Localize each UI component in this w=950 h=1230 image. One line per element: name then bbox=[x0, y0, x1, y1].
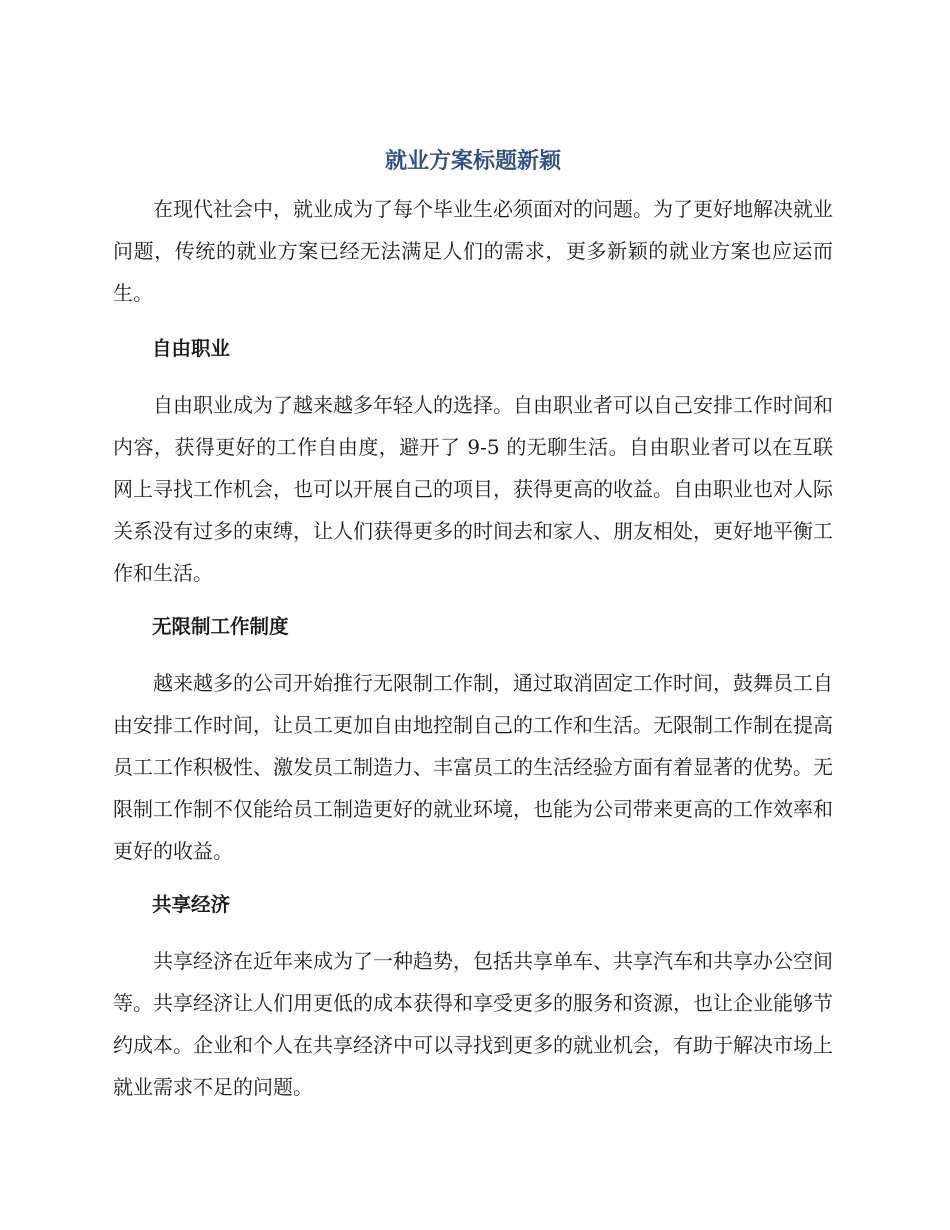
section-heading: 共享经济 bbox=[152, 893, 231, 916]
intro-paragraph: 在现代社会中，就业成为了每个毕业生必须面对的问题。为了更好地解决就业问题，传统的就业方案已经无法满足人们的需求，更多新颖的就业方案也应运而生。 bbox=[113, 197, 833, 305]
section-sharing-economy bbox=[113, 890, 833, 1108]
document-title: 就业方案标题新颖 bbox=[384, 149, 561, 174]
section-paragraph: 共享经济在近年来成为了一种趋势，包括共享单车、共享汽车和共享办公空间等。共享经济让人们用更低的成本获得和享受更多的服务和资源，也让企业能够节约成本。企业和个人在共享经济中可以寻找到更多的就业机会，有助于解决市场上就业需求不足的问题。 bbox=[113, 949, 833, 1099]
section-paragraph: 越来越多的公司开始推行无限制工作制，通过取消固定工作时间，鼓舞员工自由安排工作时间，让员工更加自由地控制自己的工作和生活。无限制工作制在提高员工工作积极性、激发员工制造力、丰富员工的生活经验方面有着显著的优势。无限制工作制不仅能给员工制造更好的就业环境，也能为公司带来更高的工作效率和更好的收益。 bbox=[113, 671, 833, 863]
section-unlimited-work bbox=[113, 612, 833, 872]
document-body bbox=[113, 146, 833, 1108]
section-freelance bbox=[113, 334, 833, 594]
section-heading: 无限制工作制度 bbox=[152, 615, 289, 638]
section-heading: 自由职业 bbox=[152, 337, 231, 360]
section-paragraph: 自由职业成为了越来越多年轻人的选择。自由职业者可以自己安排工作时间和内容，获得更好的工作自由度，避开了 9-5 的无聊生活。自由职业者可以在互联网上寻找工作机会，也可以开展自己的项目，获得更高的收益。自由职业也对人际关系没有过多的束缚，让人们获得更多的时间去和家人、朋友相处，更好地平衡工作和生活。 bbox=[113, 393, 833, 585]
